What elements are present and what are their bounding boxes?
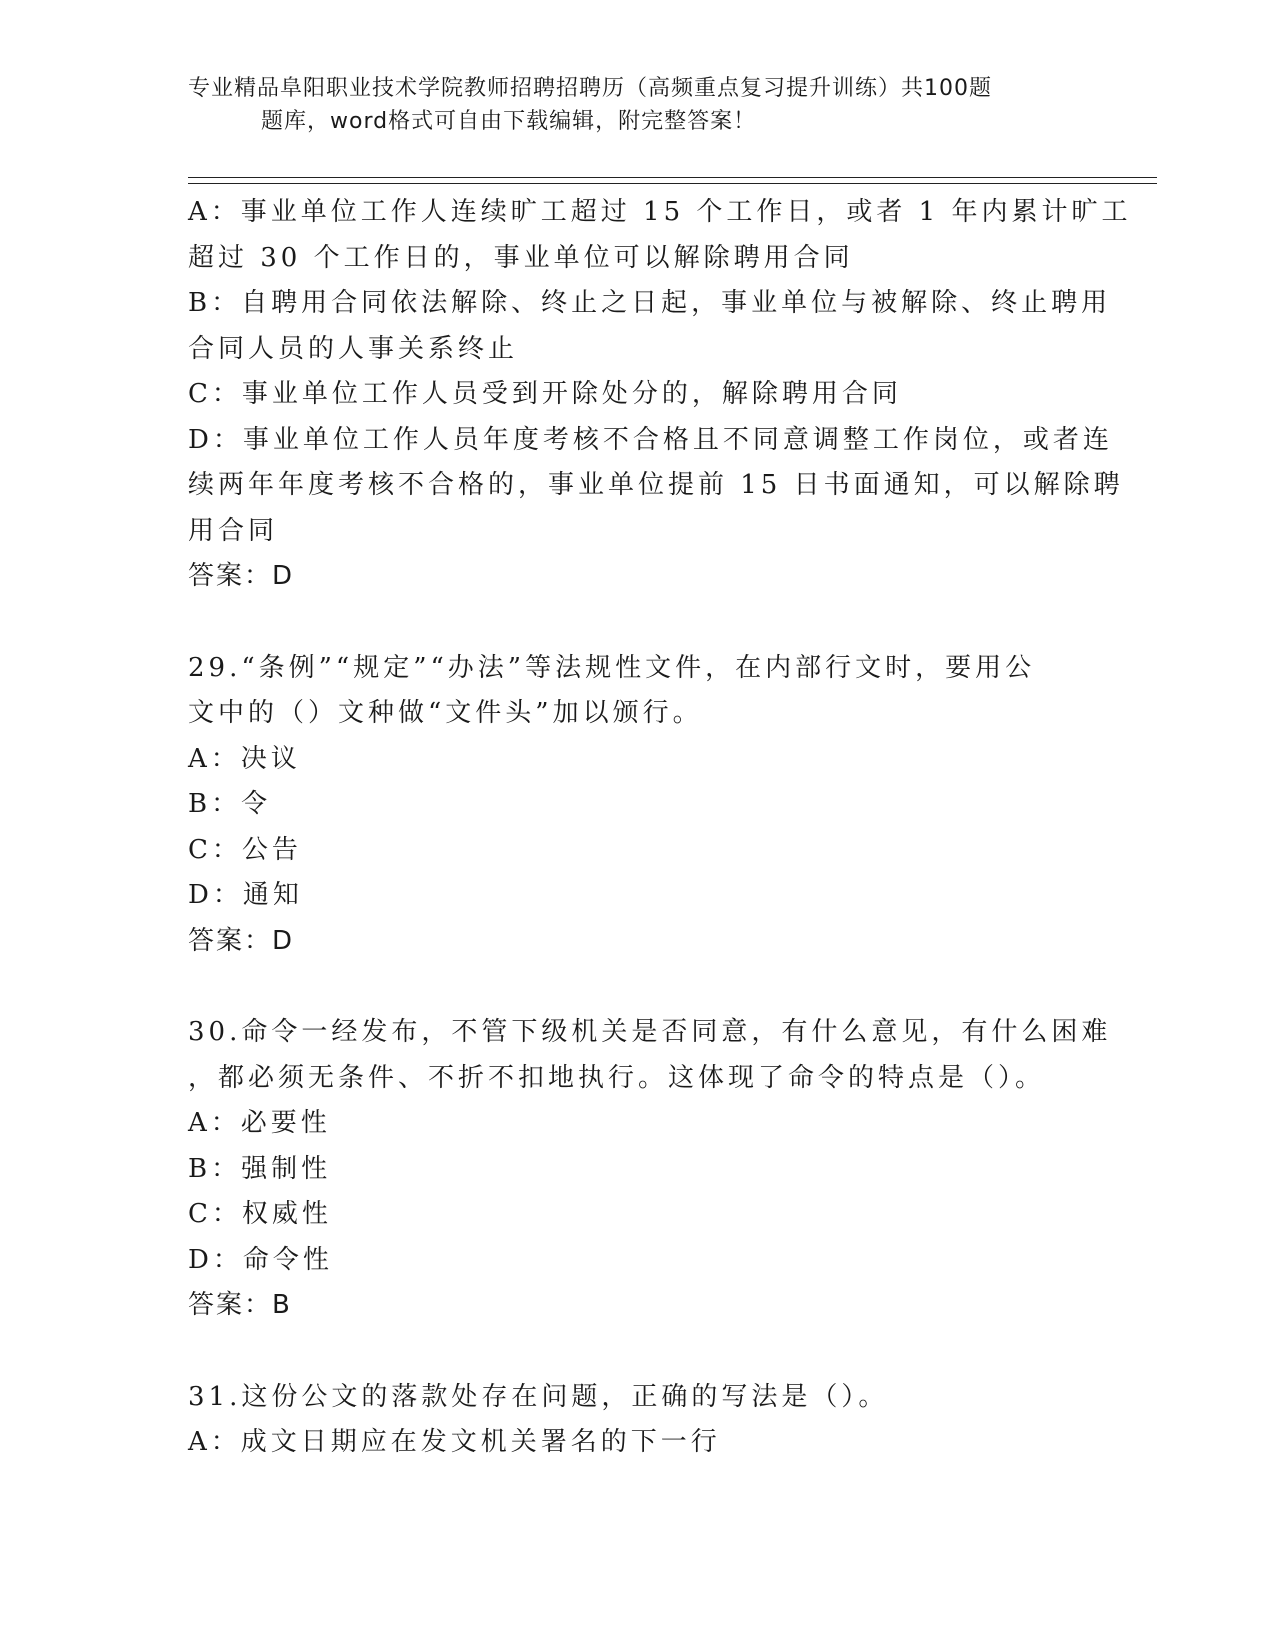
q31-stem-line-1: 31.这份公文的落款处存在问题，正确的写法是（）。 xyxy=(188,1381,889,1412)
q29-stem-line-2: 文中的（）文种做“文件头”加以颁行。 xyxy=(188,698,703,728)
question-30-block xyxy=(188,1010,1112,1329)
question-31-block xyxy=(188,1375,1088,1466)
q29-option-a: A：决议 xyxy=(188,743,301,774)
q28-option-a-line-2: 超过 30 个工作日的，事业单位可以解除聘用合同 xyxy=(188,242,854,273)
q30-option-d: D：命令性 xyxy=(188,1244,333,1275)
q28-option-d-line-2: 续两年年度考核不合格的，事业单位提前 15 日书面通知，可以解除聘 xyxy=(188,470,1124,500)
q28-option-c: C：事业单位工作人员受到开除处分的，解除聘用合同 xyxy=(188,379,902,409)
question-spacer xyxy=(188,600,1088,646)
q29-stem-line-1: 29.“条例”“规定”“办法”等法规性文件，在内部行文时，要用公 xyxy=(188,652,1036,683)
q31-option-a: A：成文日期应在发文机关署名的下一行 xyxy=(188,1427,721,1457)
q29-option-d: D：通知 xyxy=(188,880,303,910)
question-spacer xyxy=(188,1329,1088,1375)
question-list xyxy=(188,190,1132,1466)
q29-option-c: C：公告 xyxy=(188,834,302,865)
q30-stem-line-1: 30.命令一经发布，不管下级机关是否同意，有什么意见，有什么困难 xyxy=(188,1017,1112,1047)
q28-option-b-line-2: 合同人员的人事关系终止 xyxy=(188,333,519,364)
q30-answer: 答案：B xyxy=(188,1290,292,1320)
q28-option-a-line-1: A：事业单位工作人连续旷工超过 15 个工作日，或者 1 年内累计旷工 xyxy=(188,197,1132,227)
question-29-block xyxy=(188,646,1088,965)
header-title-line-2: 题库，word格式可自由下载编辑，附完整答案！ xyxy=(261,109,757,134)
q28-option-b-line-1: B：自聘用合同依法解除、终止之日起，事业单位与被解除、终止聘用 xyxy=(188,288,1112,318)
q29-option-b: B：令 xyxy=(188,789,272,819)
header-title-line-1: 专业精品阜阳职业技术学院教师招聘招聘历（高频重点复习提升训练）共100题 xyxy=(188,76,992,101)
q28-answer: 答案：D xyxy=(188,561,295,591)
header-divider-bottom xyxy=(188,183,1157,184)
q30-option-a: A：必要性 xyxy=(188,1108,331,1138)
q29-answer: 答案：D xyxy=(188,925,295,956)
document-header xyxy=(188,72,1068,138)
question-spacer xyxy=(188,964,1088,1010)
q28-option-d-line-1: D：事业单位工作人员年度考核不合格且不同意调整工作岗位，或者连 xyxy=(188,424,1113,455)
q30-option-c: C：权威性 xyxy=(188,1199,332,1229)
q30-stem-line-2: ，都必须无条件、不折不扣地执行。这体现了命令的特点是（）。 xyxy=(188,1062,1046,1093)
q28-option-d-line-3: 用合同 xyxy=(188,515,279,546)
header-divider-top xyxy=(188,177,1157,178)
question-28-block xyxy=(188,190,1132,600)
q30-option-b: B：强制性 xyxy=(188,1153,332,1184)
